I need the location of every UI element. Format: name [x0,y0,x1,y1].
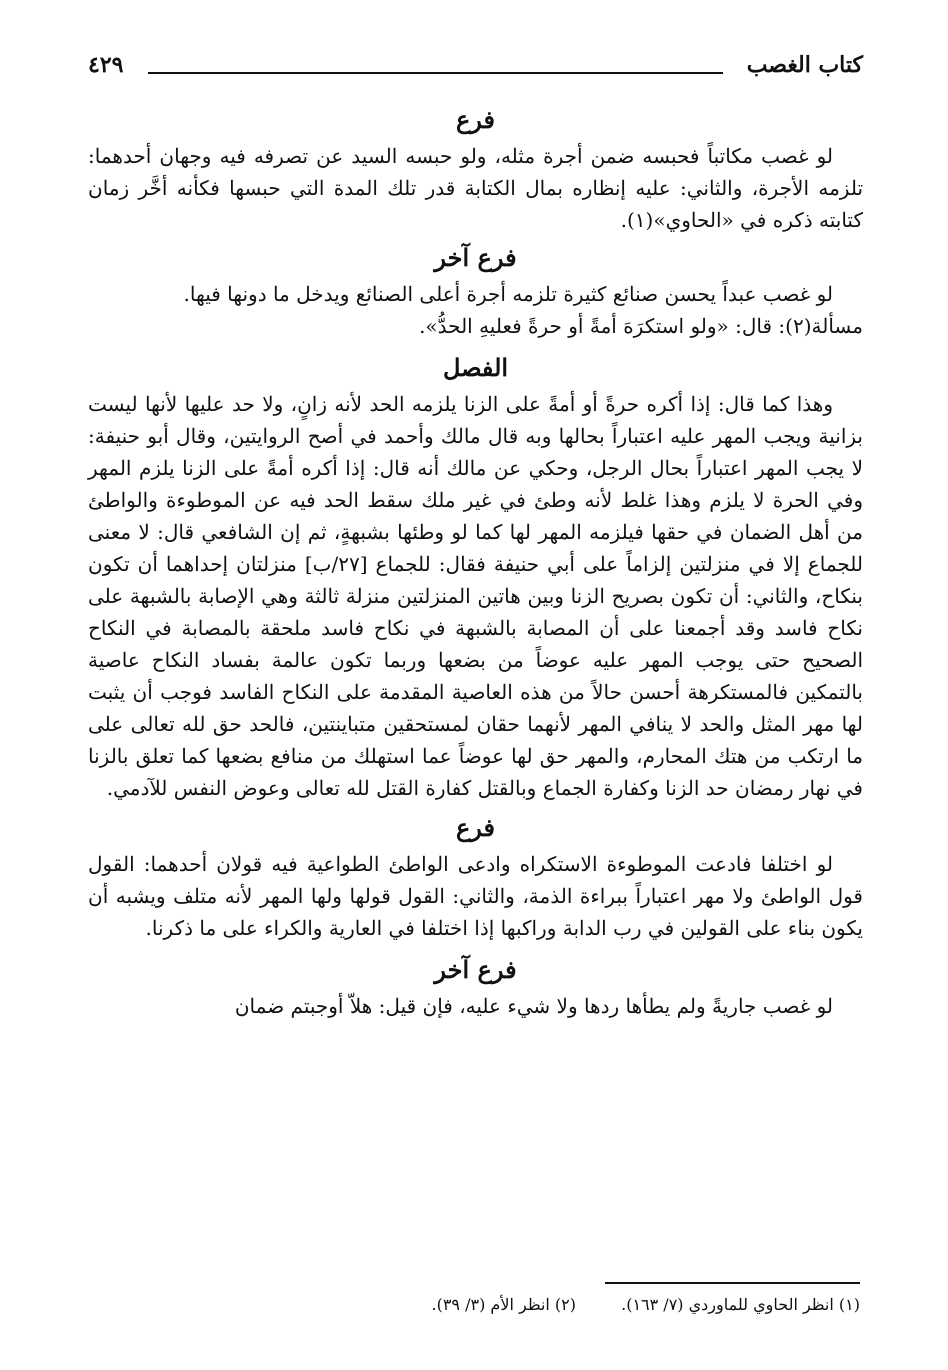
paragraph [88,848,863,944]
paragraph [88,278,863,310]
section-heading: فرع [455,813,496,842]
text-line: الصحيح حتى يوجب المهر عليه عوضاً من بضعها وربما تكون عالمة بفساد النكاح [151,648,864,672]
text-line: وهذا كما قال: إذا أكره حرةً أو أمةً على الزنا يلزمه الحد لأنه زانٍ، ولا حد عليها [184,392,833,416]
text-line: عاصية بالتمكين فالمستكرهة أحسن حالاً من هذه العاصية المقدمة على النكاح الفاسد [88,648,863,704]
section-far-2 [88,808,863,944]
footnote: (٢) انظر الأم (٣/ ٣٩). [431,1295,577,1314]
section-heading: فرع [455,105,496,134]
text-line: تكون بصريح الزنا وبين هاتين المنزلتين منزلة ثالثة وهي الإصابة بالشبهة على نكاح [88,584,863,640]
text-line: القول قول الواطئ ولا مهر اعتباراً ببراءة الذمة، والثاني: القول قولها ولها المهر لأنه [88,852,863,908]
text-line: مسألة(٢): قال: «ولو استكرَهَ أمةً أو حرةً فعليهِ الحدُّ». [419,314,863,338]
running-header [88,48,863,88]
section-far-akhar-1 [88,238,863,342]
text-line: الروايتين، وقال أبو حنيفة: لا يجب المهر اعتباراً بحال الرجل، وحكي عن مالك أنه [88,424,864,480]
text-line: لو اختلفا فادعت الموطوءة الاستكراه وادعى الواطئ الطواعية فيه قولان أحدهما: [143,852,834,876]
paragraph [88,388,863,804]
text-line: قال: إذا أكره أمةً على الزنا يلزم المهر وفي الحرة لا يلزم وهذا غلط لأنه وطئ في غير [88,456,863,512]
text-line: استهلك من منافع بضعها كما تعلق بالزنا في نهار رمضان حد الزنا وكفارة الجماع [88,744,863,800]
footnote-rule [605,1282,860,1284]
text-line: والكراء على ما ذكرنا. [145,916,323,940]
section-far-1 [88,100,863,236]
footnotes [88,1292,860,1318]
text-line: وبالقتل كفارة القتل لله تعالى وعوض النفس للآدمي. [106,776,537,800]
text-line: متلف ويشبه أن يكون بناء على القولين في رب الدابة وراكبها إذا اختلفا في العارية [88,884,863,940]
paragraph [88,990,863,1022]
header-rule [148,72,723,74]
text-line: فاسد وقد أجمعنا على أن المصابة بالشبهة في نكاح فاسد ملحقة بالمصابة في النكاح [88,616,818,640]
section-heading: فرع آخر [434,243,517,272]
text-line: ملك سقط الحد فيه عن الموطوءة والواطئ من أهل الضمان في حقها فيلزمه المهر لها [88,488,863,544]
text-line: لو غصب عبداً يحسن صنائع كثيرة تلزمه أجرة أعلى الصنائع ويدخل ما دونها فيها. [183,282,833,306]
text-line: فكأنه أخَّر زمان كتابته ذكره في «الحاوي»(١). [88,176,863,232]
text-line: فوجب أن يثبت لها مهر المثل والحد لا ينافي المهر لأنهما حقان لمستحقين متباينتين، [88,680,863,736]
text-line: أحدهما: تلزمه الأجرة، والثاني: عليه إنظاره بمال الكتابة قدر تلك المدة التي حبسها [88,144,864,200]
book-page [88,48,863,1022]
text-line: أبي حنيفة فقال: للجماع [٢٧/ب] منزلتان إحداهما أن تكون بنكاح، والثاني: أن [88,552,863,608]
text-line: لأنها ليست بزانية ويجب المهر عليه اعتباراً بحالها وبه قال مالك وأحمد في أصح [88,392,863,448]
section-far-akhar-2 [88,950,863,1022]
text-line: كما لو وطئها بشبهةٍ، ثم إن الشافعي قال: لا معنى للجماع إلا في منزلتين إلزاماً على [88,520,863,576]
page-number: ٤٢٩ [88,52,124,78]
footnote: (١) انظر الحاوي للماوردي (٧/ ١٦٣). [621,1295,860,1314]
section-fasl [88,348,863,804]
text-line: لو غصب مكاتباً فحبسه ضمن أجرة مثله، ولو حبسه السيد عن تصرفه فيه وجهان [159,144,833,168]
section-heading: فرع آخر [434,955,517,984]
text-line: فالحد حق لله تعالى على ما ارتكب من هتك المحارم، والمهر حق لها عوضاً عما [88,712,864,768]
chapter-title: كتاب الغصب [746,52,863,78]
paragraph [88,310,863,342]
paragraph [88,140,863,236]
section-heading: الفصل [442,353,509,382]
text-line: لو غصب جاريةً ولم يطأها ردها ولا شيء عليه، فإن قيل: هلاّ أوجبتم ضمان [234,994,833,1018]
